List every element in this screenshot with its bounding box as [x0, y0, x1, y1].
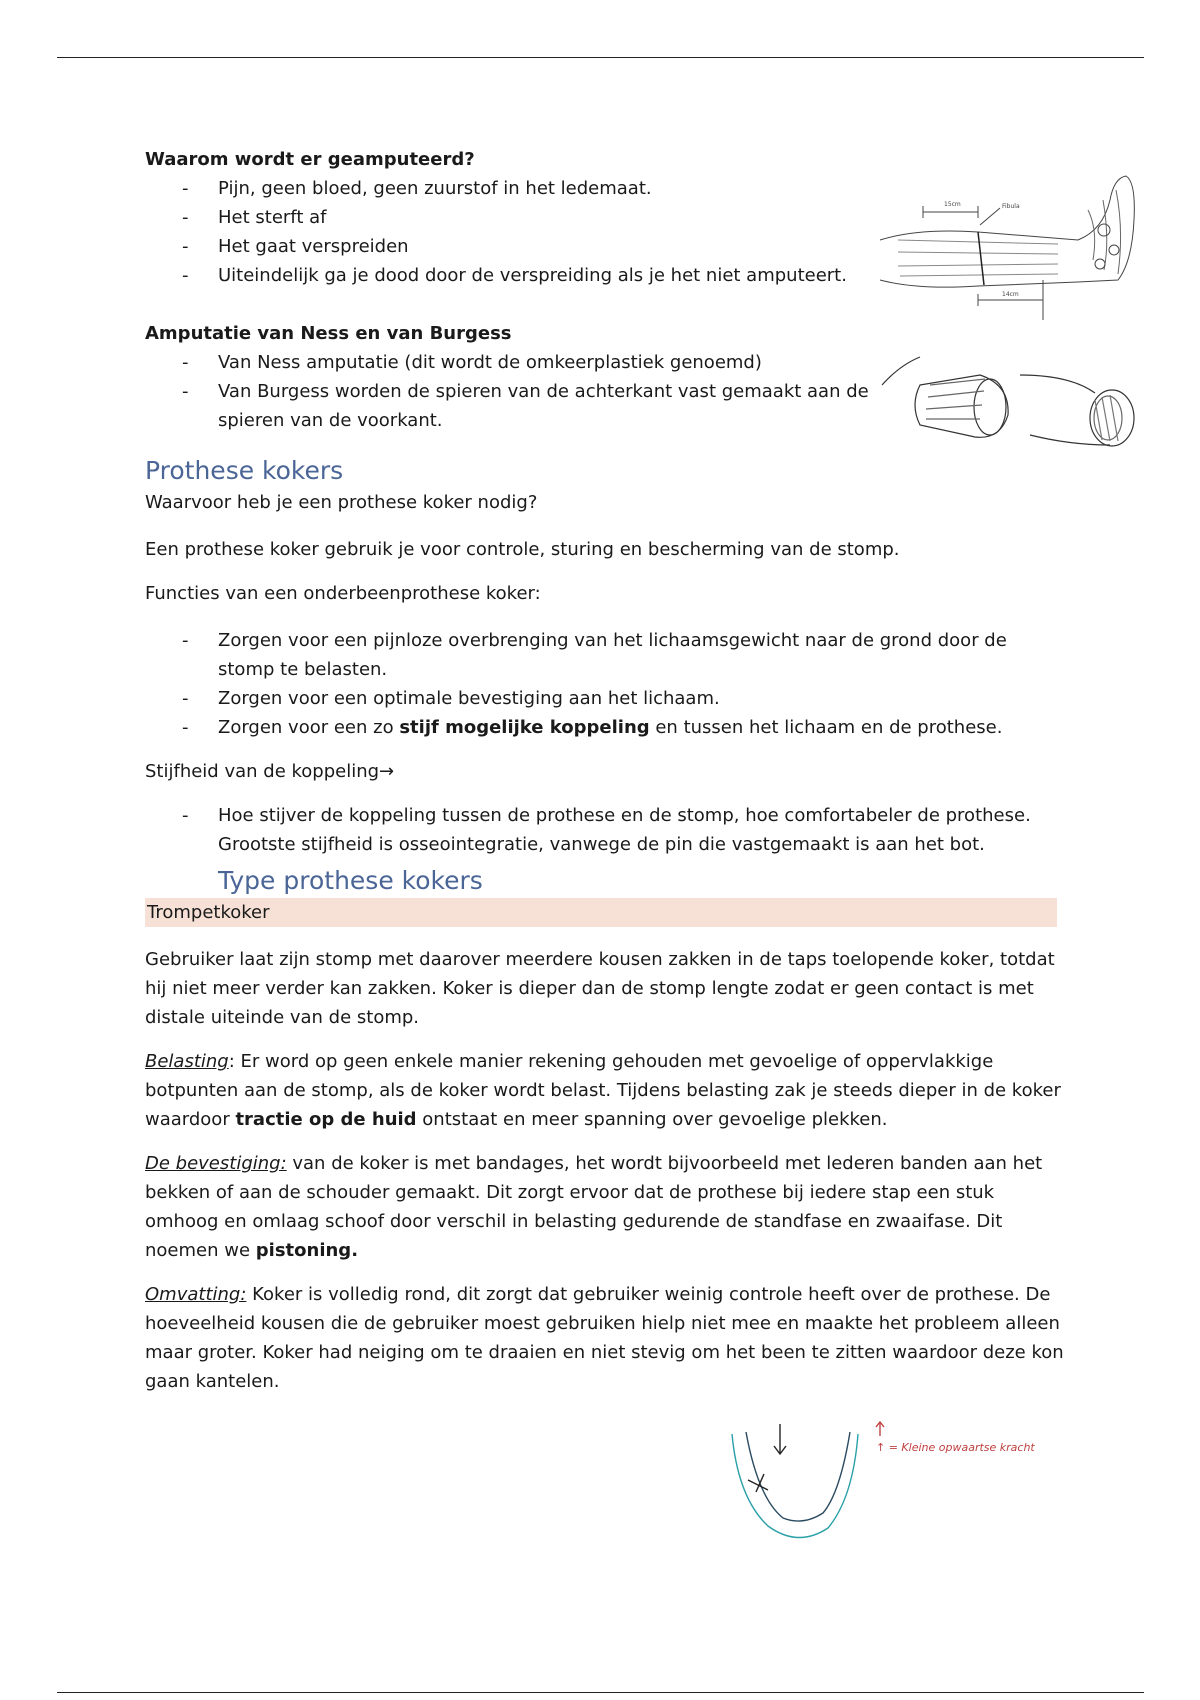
sketch-annotation: ↑ = Kleine opwaartse kracht	[876, 1441, 1035, 1454]
document-body	[145, 145, 1065, 1396]
bevestiging-paragraph	[145, 1149, 1065, 1265]
omvatting-label: Omvatting:	[145, 1284, 247, 1305]
list-item: - Zorgen voor een pijnloze overbrenging van het lichaamsgewicht naar de grond door de stomp te belasten.	[218, 626, 1065, 684]
header-rule	[57, 57, 1144, 58]
stump-muscles-figure	[880, 345, 1142, 450]
list-item: - Zorgen voor een optimale bevestiging aan het lichaam.	[218, 684, 1065, 713]
function3-emphasis: stijf mogelijke koppeling	[399, 717, 650, 738]
belasting-emphasis: tractie op de huid	[235, 1109, 417, 1130]
trompetkoker-band: Trompetkoker	[145, 898, 1057, 927]
dim-label-top: 15cm	[944, 201, 961, 208]
trompetkoker-sketch	[728, 1418, 1058, 1558]
list-item: - Hoe stijver de koppeling tussen de prothese en de stomp, hoe comfortabeler de prothese. Grootste stijfheid is osseointegratie, vanwege de pin die vastgemaakt is aan het bot.	[218, 801, 1065, 859]
belasting-paragraph	[145, 1047, 1065, 1134]
functions-title: Functies van een onderbeenprothese koker:	[145, 583, 541, 604]
ness-burgess-list	[145, 348, 898, 435]
stijfheid-list	[145, 801, 1065, 859]
function3-text-end: en tussen het lichaam en de prothese.	[649, 717, 1003, 738]
stijfheid-title: Stijfheid van de koppeling→	[145, 761, 395, 782]
heading-prothese-kokers: Prothese kokers	[145, 456, 344, 485]
bevestiging-emphasis: pistoning.	[255, 1240, 359, 1261]
functions-list	[145, 626, 1065, 742]
question-text: Waarvoor heb je een prothese koker nodig?	[145, 492, 538, 513]
bevestiging-label: De bevestiging:	[145, 1153, 287, 1174]
omvatting-paragraph	[145, 1280, 1065, 1396]
section-title-ness-burgess: Amputatie van Ness en van Burgess	[145, 323, 512, 344]
dim-label-bottom: 14cm	[1002, 291, 1019, 298]
list-item: - Van Burgess worden de spieren van de achterkant vast gemaakt aan de spieren van de voorkant.	[218, 377, 898, 435]
list-item: - Het gaat verspreiden	[218, 232, 938, 261]
leg-amputation-figure	[878, 170, 1138, 330]
heading-type-prothese-kokers: Type prothese kokers	[218, 866, 483, 895]
function3-text: Zorgen voor een zo	[218, 717, 400, 738]
list-item: - Het sterft af	[218, 203, 938, 232]
belasting-text-end: ontstaat en meer spanning over gevoelige plekken.	[416, 1109, 888, 1130]
answer-text: Een prothese koker gebruik je voor controle, sturing en bescherming van de stomp.	[145, 539, 900, 560]
belasting-text: : Er word op geen enkele manier rekening gehouden met gevoelige of oppervlakkige botpunten aan de stomp, als de koker wordt belast. Tijdens belasting zak je steeds dieper in de koker waardoor	[145, 1051, 1061, 1130]
reasons-list	[145, 174, 938, 290]
dim-label-right: Fibula	[1002, 203, 1020, 210]
bevestiging-text: van de koker is met bandages, het wordt bijvoorbeeld met lederen banden aan het bekken of aan de schouder gemaakt. Dit zorgt ervoor dat de prothese bij iedere stap een stuk omhoog en omlaag schoof door verschil in belasting gedurende de standfase en zwaaifase. Dit noemen we	[145, 1153, 1043, 1261]
footer-rule	[57, 1692, 1144, 1693]
list-item	[218, 713, 1065, 742]
list-item: - Pijn, geen bloed, geen zuurstof in het ledemaat.	[218, 174, 938, 203]
trompetkoker-intro: Gebruiker laat zijn stomp met daarover meerdere kousen zakken in de taps toelopende koker, totdat hij niet meer verder kan zakken. Koker is dieper dan de stomp lengte zodat er geen contact is met distale uiteinde van de stomp.	[145, 949, 1055, 1028]
list-item: - Van Ness amputatie (dit wordt de omkeerplastiek genoemd)	[218, 348, 898, 377]
section-title-amputatie-reden: Waarom wordt er geamputeerd?	[145, 149, 475, 170]
list-item: - Uiteindelijk ga je dood door de verspreiding als je het niet amputeert.	[218, 261, 938, 290]
belasting-label: Belasting	[145, 1051, 229, 1072]
omvatting-text: Koker is volledig rond, dit zorgt dat gebruiker weinig controle heeft over de prothese. De hoeveelheid kousen die de gebruiker moest gebruiken hielp niet mee en maakte het probleem alleen maar groter. Koker had neiging om te draaien en niet stevig om het been te zitten waardoor deze kon gaan kantelen.	[145, 1284, 1064, 1392]
